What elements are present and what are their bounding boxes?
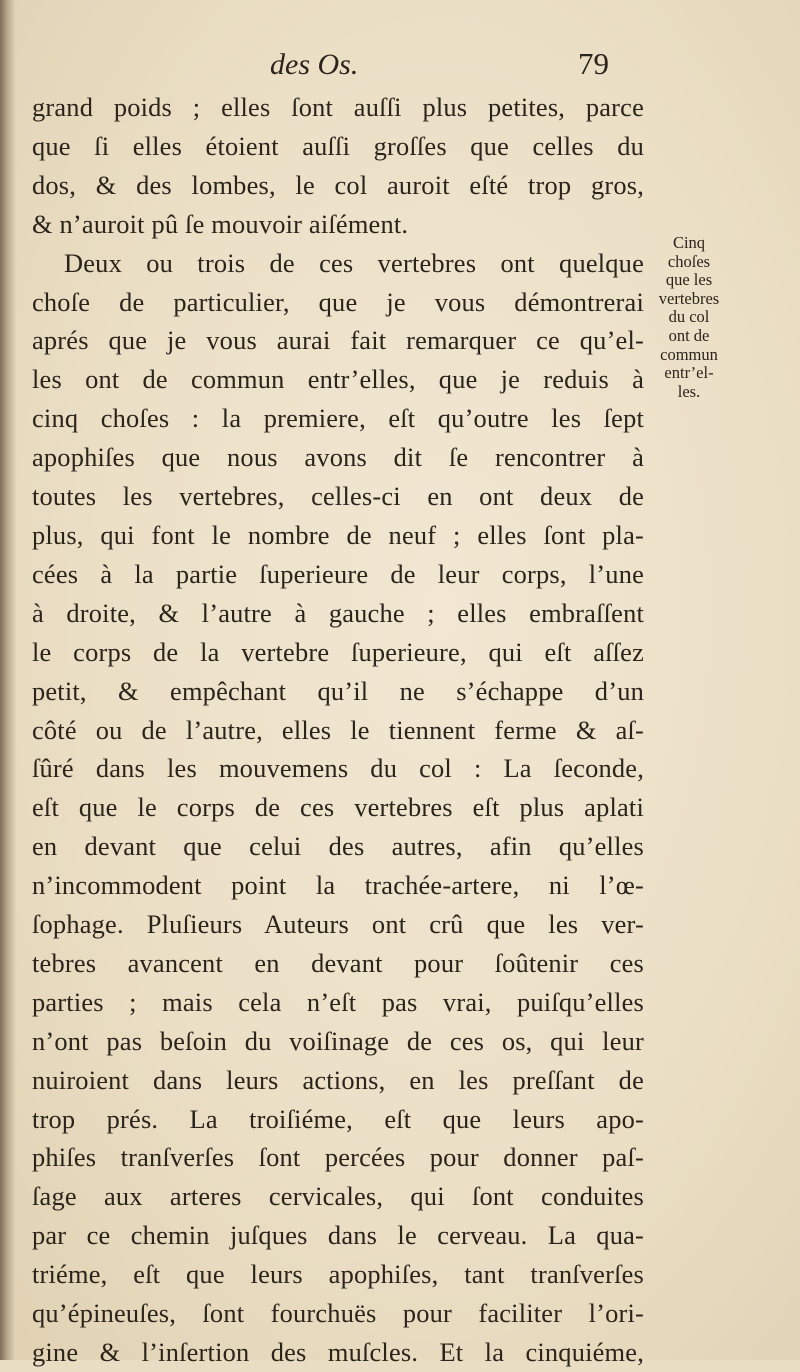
text-line: n’incommodent point la trachée-artere, ni l’œ- [32, 870, 644, 901]
text-line: aprés que je vous aurai fait remarquer ce qu’el- [32, 325, 644, 356]
main-text-block [32, 88, 644, 1372]
text-line: ſophage. Pluſieurs Auteurs ont crû que les ver- [32, 909, 644, 940]
text-line: ſûré dans les mouvemens du col : La ſeconde, [32, 753, 644, 784]
text-line: les ont de commun entr’elles, que je reduis à [32, 364, 644, 395]
text-line: qu’épineuſes, ſont fourchuës pour faciliter l’ori- [32, 1298, 644, 1329]
text-line: côté ou de l’autre, elles le tiennent ferme & aſ- [32, 714, 644, 745]
text-line: triéme, eſt que leurs apophiſes, tant tranſverſes [32, 1259, 644, 1290]
text-line: nuiroient dans leurs actions, en les preſſant de [32, 1064, 644, 1095]
text-line: n’ont pas beſoin du voiſinage de ces os, qui leur [32, 1025, 644, 1056]
text-line: petit, & empêchant qu’il ne s’échappe d’un [32, 675, 644, 706]
text-line: apophiſes que nous avons dit ſe rencontrer à [32, 442, 644, 473]
marginal-note-line: entr’el- [664, 363, 714, 383]
page-gutter-shadow [0, 0, 16, 1360]
running-head: des Os. [270, 48, 359, 81]
text-line: gine & l’inſertion des muſcles. Et la cinquiéme, [32, 1337, 644, 1367]
text-line: à droite, & l’autre à gauche ; elles embraſſent [32, 597, 644, 628]
text-line: choſe de particulier, que je vous démontrerai [32, 286, 644, 317]
marginal-note-line: vertebres [658, 288, 720, 308]
text-line: grand poids ; elles ſont auſſi plus petites, parce [32, 92, 644, 122]
text-line: que ſi elles étoient auſſi groſſes que celles du [32, 130, 644, 161]
marginal-note-line: choſes [667, 251, 711, 271]
marginal-note [650, 234, 728, 401]
marginal-note-line: commun [660, 344, 718, 364]
text-line: phiſes tranſverſes ſont percées pour donner paſ- [32, 1142, 644, 1173]
text-line: parties ; mais cela n’eſt pas vrai, puiſqu’elles [32, 986, 644, 1017]
marginal-note-line: Cinq [672, 233, 706, 252]
text-line: ſage aux arteres cervicales, qui ſont conduites [32, 1181, 644, 1212]
text-line: Deux ou trois de ces vertebres ont quelque [64, 247, 644, 278]
text-line: le corps de la vertebre ſuperieure, qui eſt aſſez [32, 636, 644, 667]
text-line: dos, & des lombes, le col auroit eſté trop gros, [32, 169, 644, 200]
text-line: plus, qui font le nombre de neuf ; elles ſont pla- [32, 519, 644, 550]
text-line: & n’auroit pû ſe mouvoir aiſément. [32, 208, 409, 239]
marginal-note-line: ont de [668, 325, 710, 345]
text-line: toutes les vertebres, celles-ci en ont deux de [32, 481, 644, 512]
text-line: tebres avancent en devant pour ſoûtenir ces [32, 947, 644, 978]
text-line: cinq choſes : la premiere, eſt qu’outre les ſept [32, 403, 644, 434]
text-line: eſt que le corps de ces vertebres eſt plus aplati [32, 792, 644, 823]
text-line: par ce chemin juſques dans le cerveau. La qua- [32, 1220, 644, 1251]
page-number: 79 [578, 46, 609, 81]
marginal-note-line: du col [668, 307, 710, 327]
marginal-note-line: les. [677, 381, 701, 401]
text-line: cées à la partie ſuperieure de leur corps, l’une [32, 558, 644, 589]
text-line: en devant que celui des autres, afin qu’elles [32, 831, 644, 862]
marginal-note-line: que les [665, 270, 713, 290]
text-line: trop prés. La troiſiéme, eſt que leurs apo- [32, 1103, 644, 1134]
